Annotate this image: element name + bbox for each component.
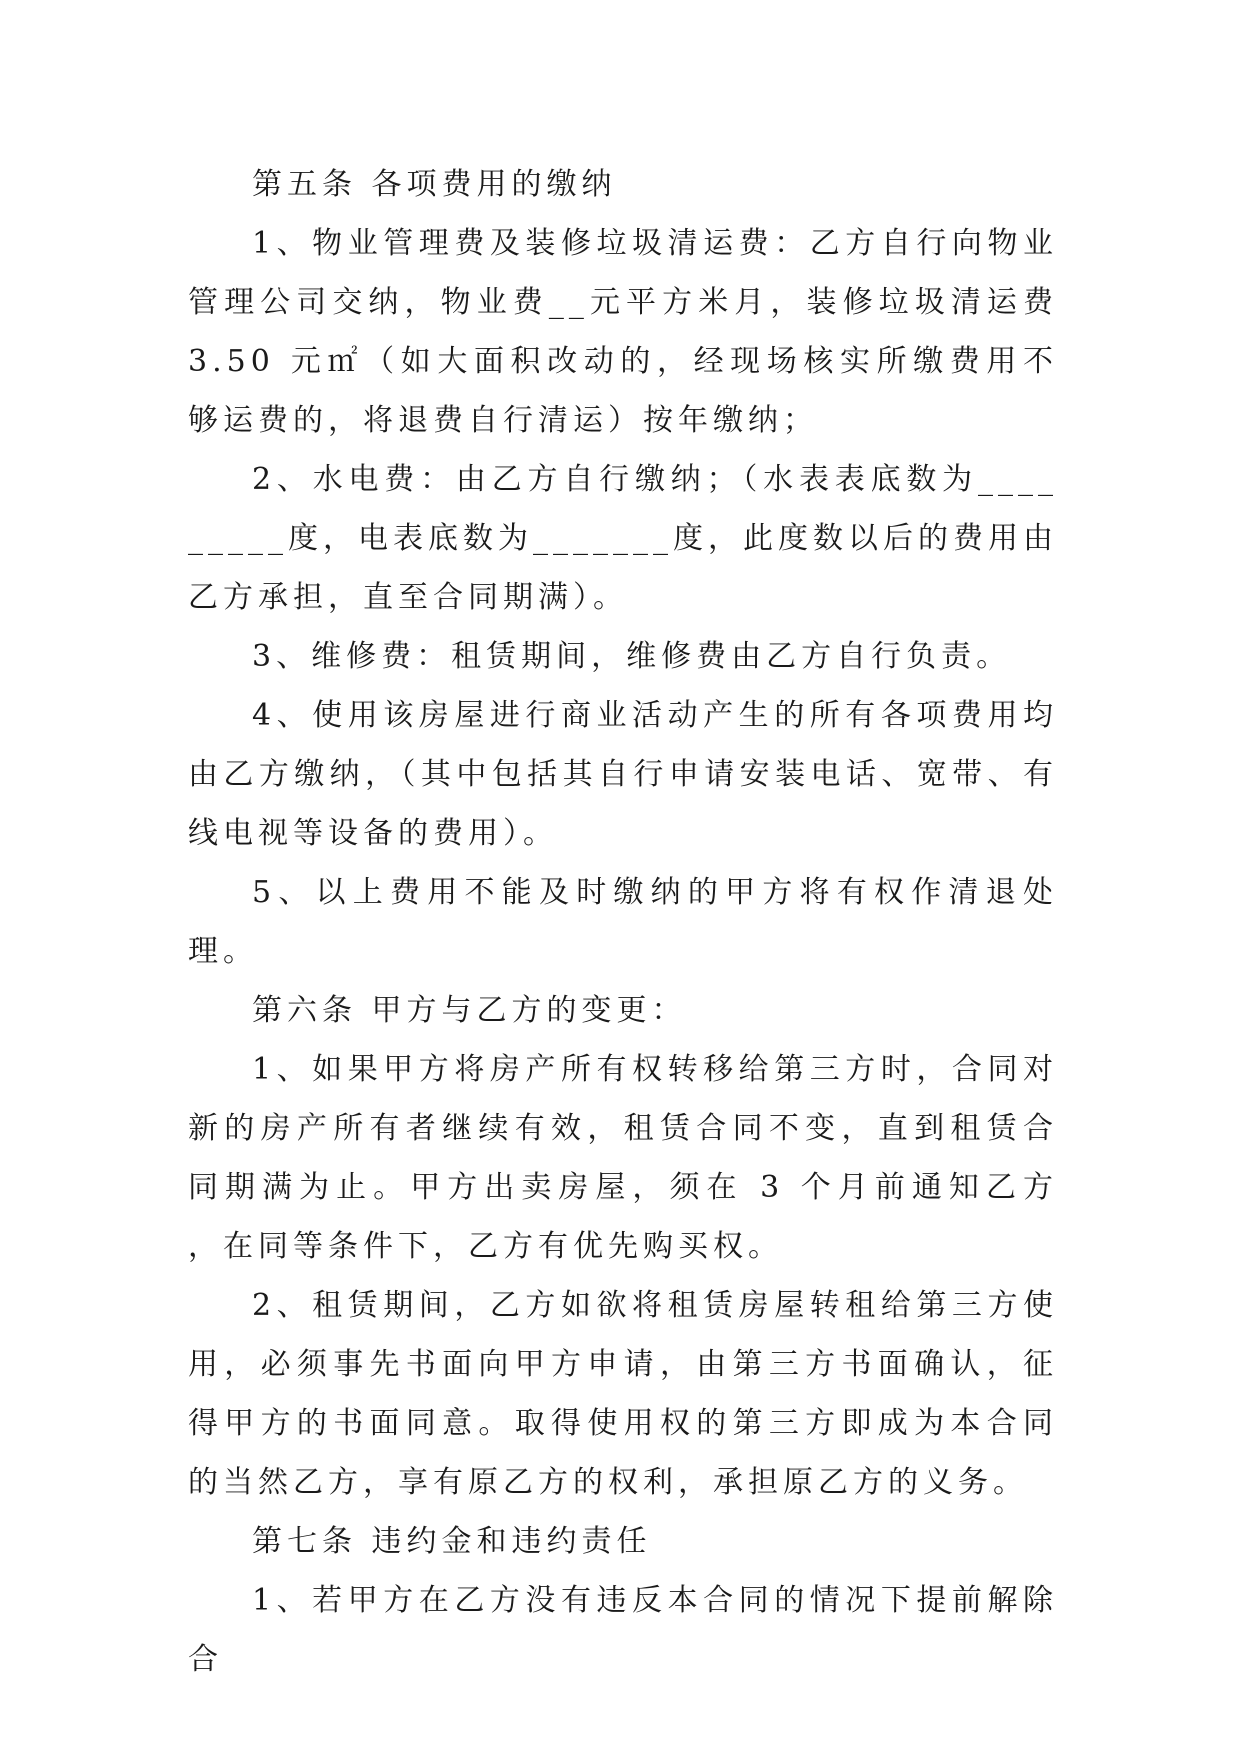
paragraph-5-5: 5、以上费用不能及时缴纳的甲方将有权作清退处理。 xyxy=(188,875,1058,969)
heading-article-6: 第六条 甲方与乙方的变更： xyxy=(252,993,687,1028)
paragraph-6-1: 1、如果甲方将房产所有权转移给第三方时，合同对新的房产所有者继续有效，租赁合同不变，直到租赁合同期满为止。甲方出卖房屋，须在 3 个月前通知乙方 ，在同等条件下，乙方有优先购买权。 xyxy=(188,1052,1058,1264)
document-body xyxy=(188,155,1058,1689)
paragraph-7-1: 1、若甲方在乙方没有违反本合同的情况下提前解除合 xyxy=(188,1583,1058,1677)
paragraph-5-3: 3、维修费：租赁期间，维修费由乙方自行负责。 xyxy=(252,639,1012,674)
paragraph-5-1: 1、物业管理费及装修垃圾清运费：乙方自行向物业管理公司交纳，物业费__元平方米月，装修垃圾清运费 3.50 元㎡（如大面积改动的，经现场核实所缴费用不够运费的，将退费自行清运）按年缴纳； xyxy=(188,226,1058,438)
paragraph-5-2: 2、水电费：由乙方自行缴纳；（水表表底数为_________度，电表底数为_______度，此度数以后的费用由乙方承担，直至合同期满）。 xyxy=(188,462,1058,615)
paragraph-6-2: 2、租赁期间，乙方如欲将租赁房屋转租给第三方使用，必须事先书面向甲方申请，由第三方书面确认，征得甲方的书面同意。取得使用权的第三方即成为本合同的当然乙方，享有原乙方的权利，承担原乙方的义务。 xyxy=(188,1288,1058,1500)
paragraph-5-4: 4、使用该房屋进行商业活动产生的所有各项费用均由乙方缴纳，（其中包括其自行申请安装电话、宽带、有线电视等设备的费用）。 xyxy=(188,698,1058,851)
heading-article-5: 第五条 各项费用的缴纳 xyxy=(252,167,617,202)
heading-article-7: 第七条 违约金和违约责任 xyxy=(252,1524,652,1559)
